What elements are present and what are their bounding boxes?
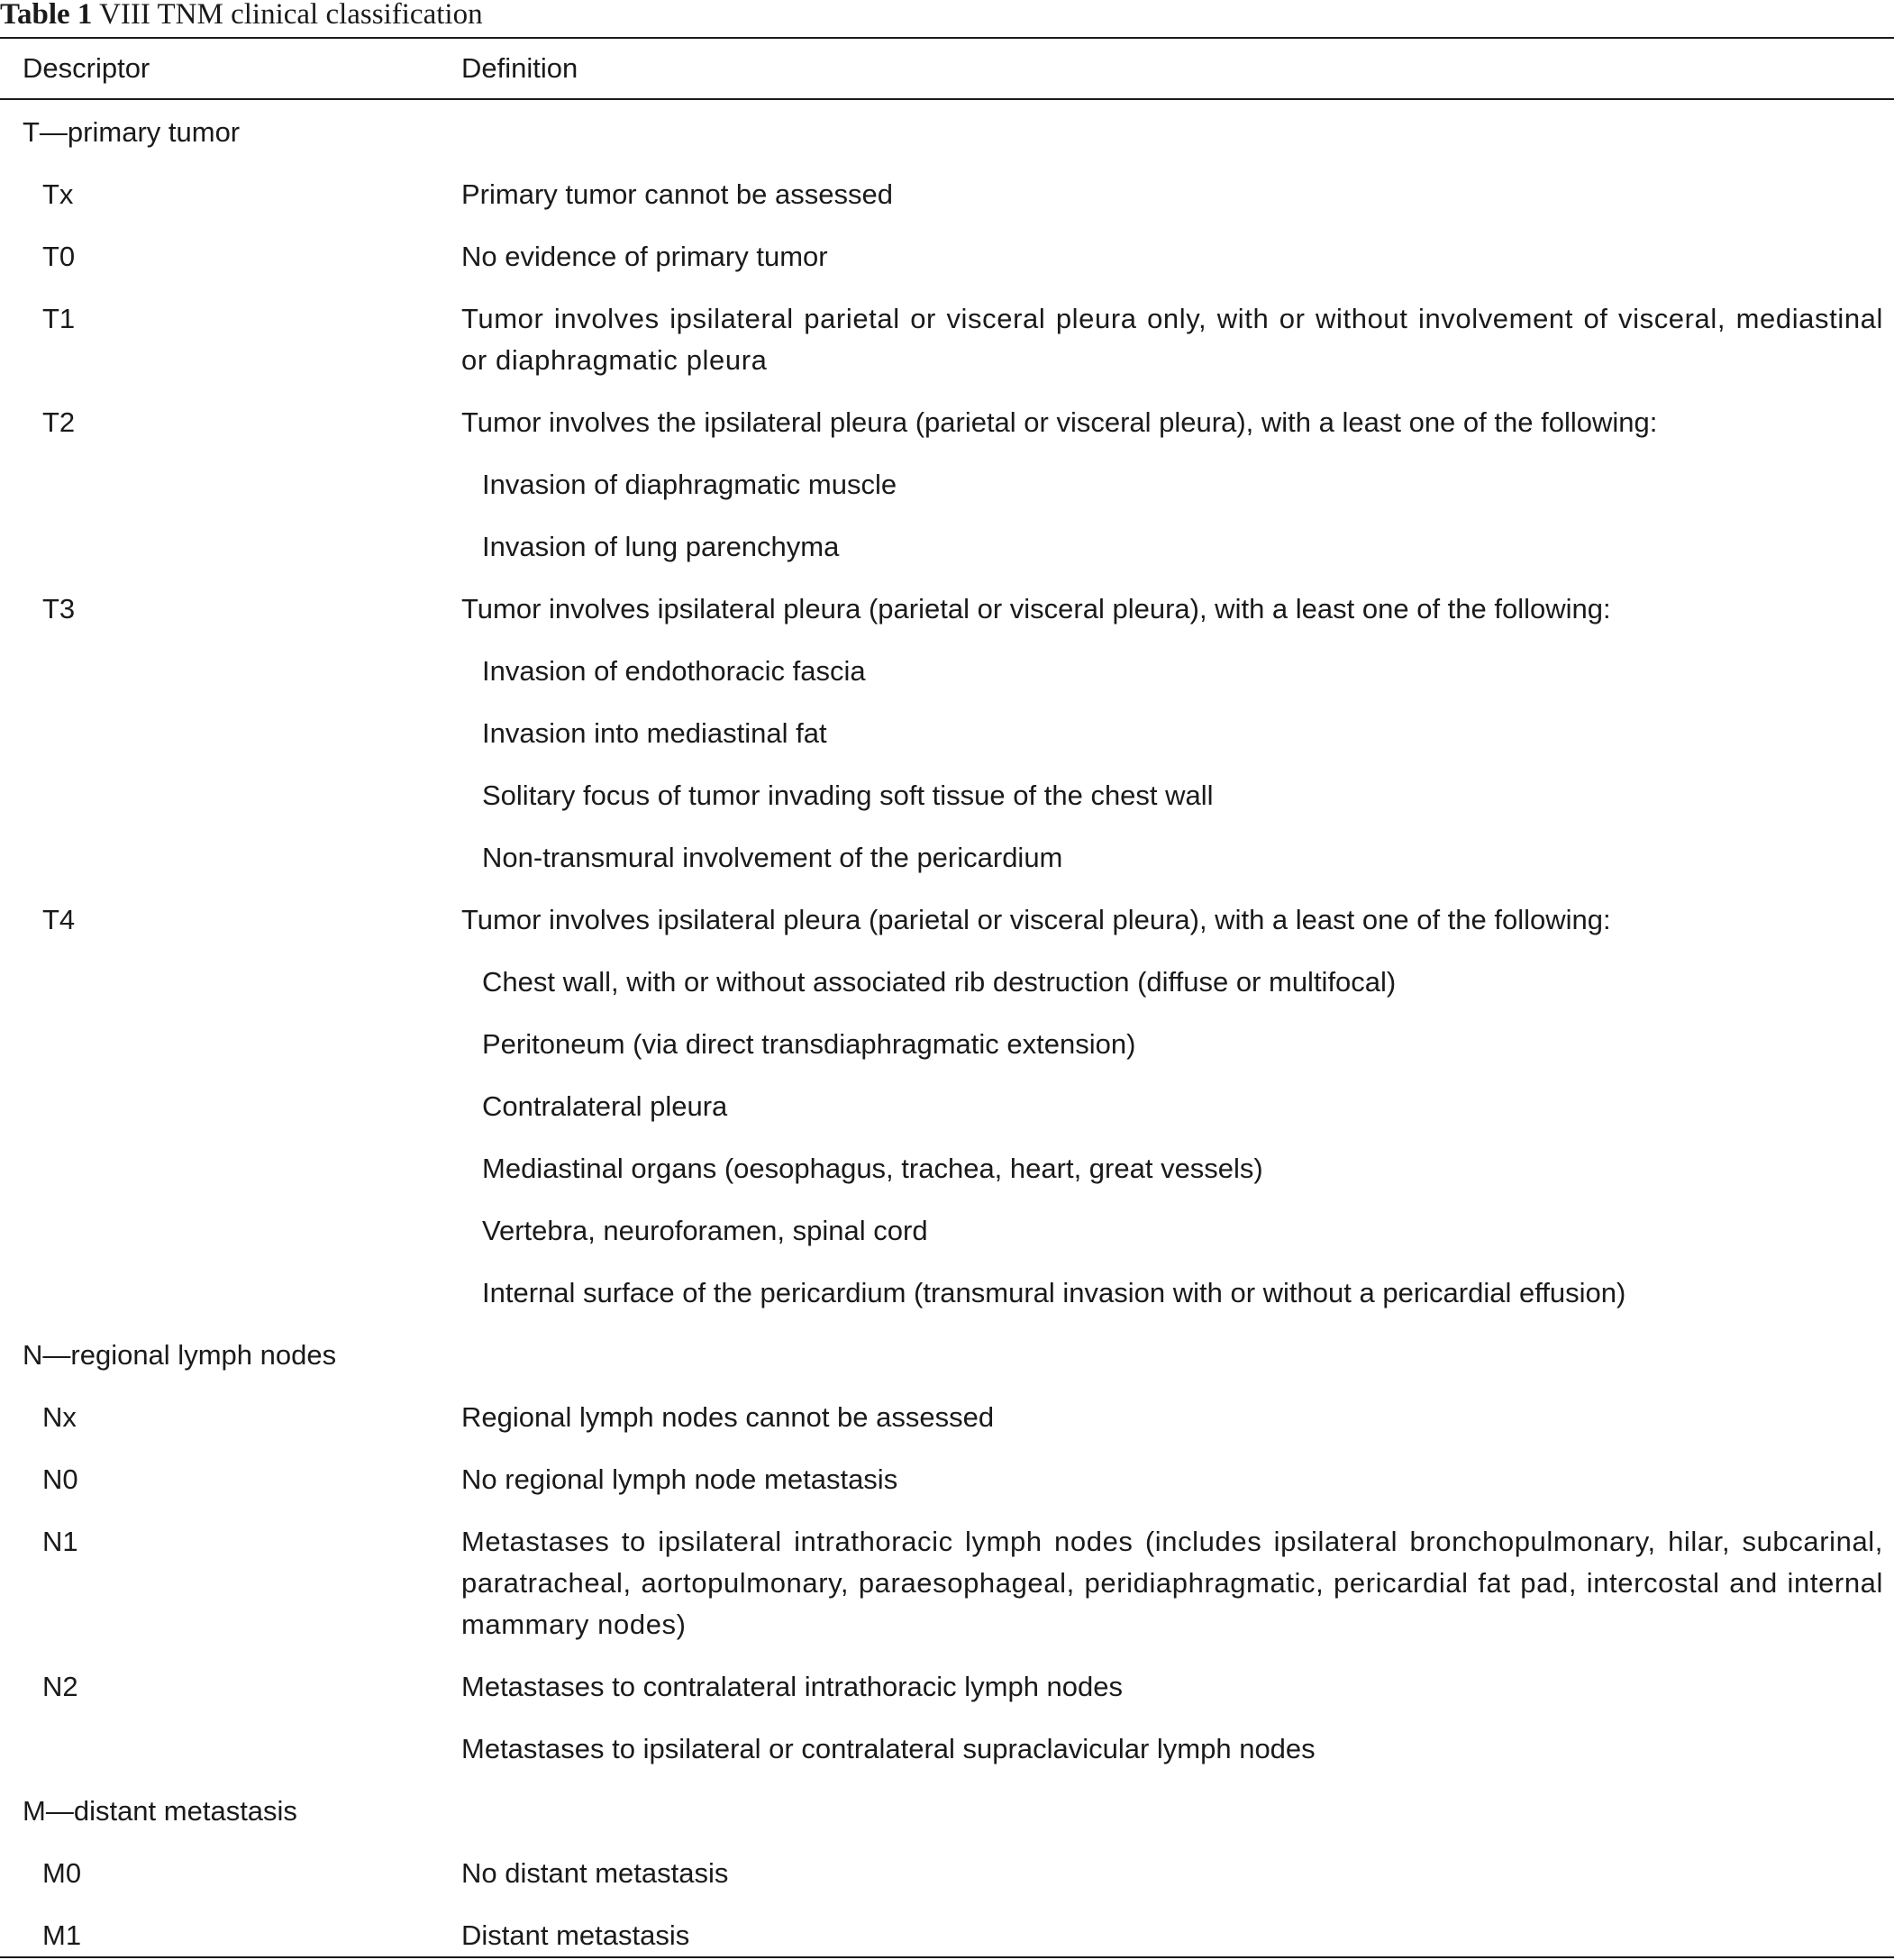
row-definition: Internal surface of the pericardium (transmural invasion with or without a pericardial effusion) [482,1277,1626,1308]
row-descriptor: M0 [42,1857,82,1889]
row-definition: No evidence of primary tumor [461,241,828,272]
header-definition: Definition [461,52,578,84]
row-definition: Peritoneum (via direct transdiaphragmatic extension) [482,1028,1136,1060]
row-definition: Invasion of lung parenchyma [482,531,840,562]
row-descriptor: Tx [42,178,74,210]
row-descriptor: T0 [42,241,76,272]
row-definition: Chest wall, with or without associated rib destruction (diffuse or multifocal) [482,966,1397,998]
row-definition: Vertebra, neuroforamen, spinal cord [482,1215,928,1246]
table-bottom-rule [0,1956,1894,1958]
table-caption-label: Table 1 [0,0,93,31]
row-descriptor: M—distant metastasis [23,1795,297,1827]
table-caption [0,0,483,36]
row-descriptor: Nx [42,1401,77,1433]
row-definition: Non-transmural involvement of the pericardium [482,842,1063,873]
row-definition: Distant metastasis [461,1919,690,1951]
row-descriptor: T1 [42,303,76,334]
row-descriptor: T—primary tumor [23,116,241,148]
table-caption-title: VIII TNM clinical classification [99,0,483,31]
row-definition: Metastases to ipsilateral or contralateral supraclavicular lymph nodes [461,1733,1316,1764]
row-descriptor: N0 [42,1463,78,1495]
row-descriptor: N—regional lymph nodes [23,1339,337,1371]
row-definition: Regional lymph nodes cannot be assessed [461,1401,995,1433]
row-definition: Primary tumor cannot be assessed [461,178,893,210]
row-definition: Tumor involves ipsilateral pleura (parietal or visceral pleura), with a least one of the following: [461,904,1611,935]
row-descriptor: T2 [42,406,76,438]
table-header [0,39,1894,98]
row-definition: Tumor involves the ipsilateral pleura (parietal or visceral pleura), with a least one of the following: [461,406,1658,438]
row-definition: Invasion of diaphragmatic muscle [482,469,897,500]
row-descriptor: T4 [42,904,76,935]
row-definition: Mediastinal organs (oesophagus, trachea, heart, great vessels) [482,1153,1263,1184]
row-descriptor: N2 [42,1671,78,1702]
header-descriptor: Descriptor [23,52,150,84]
row-descriptor: N1 [42,1526,78,1557]
row-definition: Tumor involves ipsilateral pleura (parietal or visceral pleura), with a least one of the following: [461,593,1611,624]
row-definition: Invasion of endothoracic fascia [482,655,866,687]
row-definition: Metastases to contralateral intrathoracic lymph nodes [461,1671,1124,1702]
row-definition: Contralateral pleura [482,1090,728,1122]
table-body [0,100,1894,1956]
row-definition: Tumor involves ipsilateral parietal or visceral pleura only, with or without involvement of visceral, mediastinal or diaphragmatic pleura [461,303,1883,376]
row-definition: Metastases to ipsilateral intrathoracic lymph nodes (includes ipsilateral bronchopulmonary, hilar, subcarinal, paratracheal, aortopulmonary, paraesophageal, peridiaphragmatic, pericardial fat pad, intercostal and internal mammary nodes) [461,1526,1883,1640]
row-descriptor: M1 [42,1919,82,1951]
row-definition: No regional lymph node metastasis [461,1463,898,1495]
row-definition: Invasion into mediastinal fat [482,717,827,749]
row-descriptor: T3 [42,593,76,624]
row-definition: No distant metastasis [461,1857,729,1889]
row-definition: Solitary focus of tumor invading soft tissue of the chest wall [482,779,1214,811]
